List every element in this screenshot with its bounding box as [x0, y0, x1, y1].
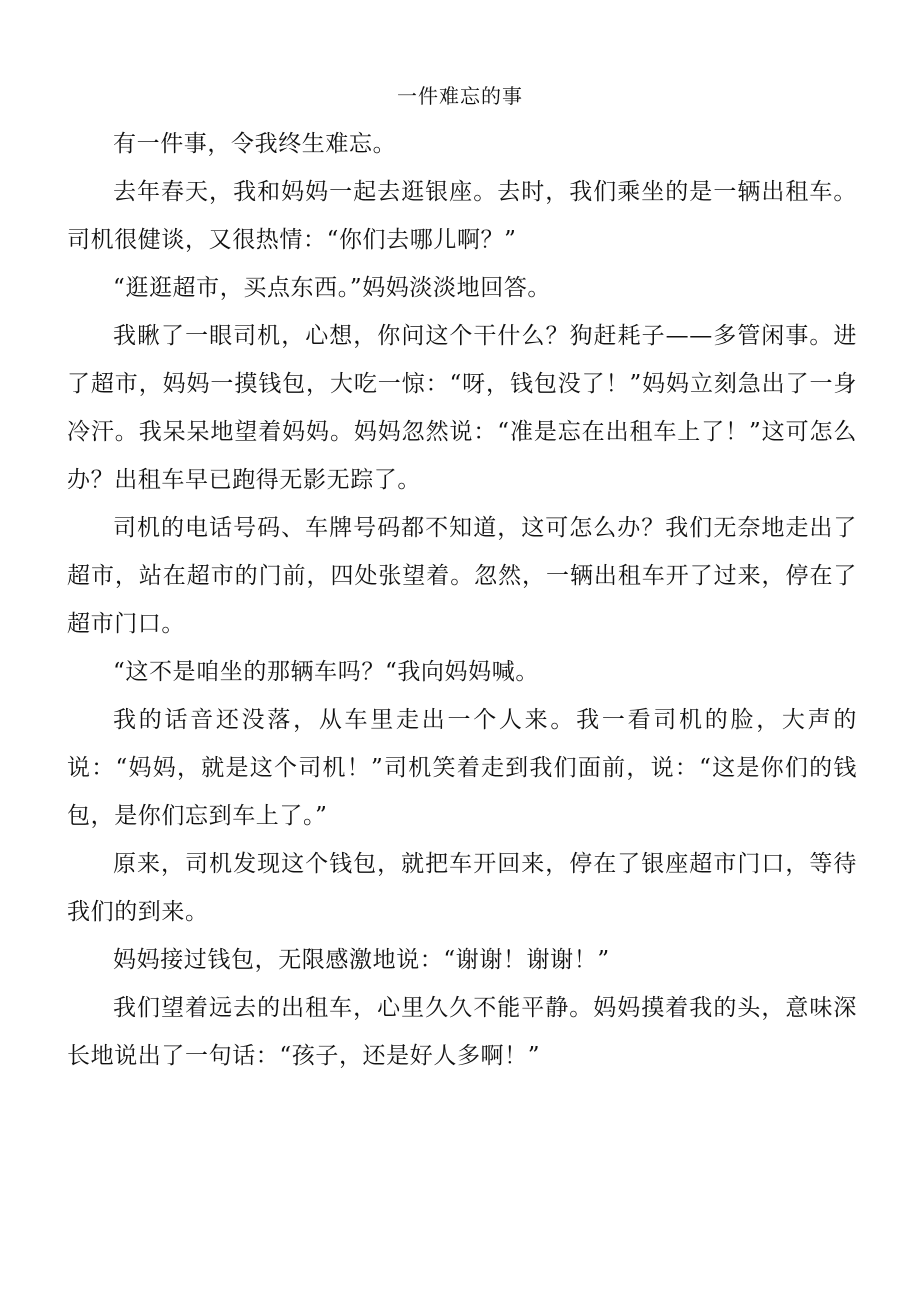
paragraph-5: 司机的电话号码、车牌号码都不知道，这可怎么办？我们无奈地走出了超市，站在超市的门前，四处张望着。忽然，一辆出租车开了过来，停在了超市门口。 [67, 515, 857, 637]
document-title: 一件难忘的事 [397, 84, 523, 108]
paragraph-2: 去年春天，我和妈妈一起去逛银座。去时，我们乘坐的是一辆出租车。司机很健谈，又很热情：“你们去哪儿啊？” [67, 179, 857, 253]
paragraph-1: 有一件事，令我终生难忘。 [113, 131, 397, 157]
paragraph-6: “这不是咱坐的那辆车吗？“我向妈妈喊。 [113, 659, 539, 685]
paragraph-8: 原来，司机发现这个钱包，就把车开回来，停在了银座超市门口，等待我们的到来。 [67, 851, 857, 925]
document-body [67, 120, 857, 1080]
paragraph-4: 我瞅了一眼司机，心想，你问这个干什么？狗赶耗子——多管闲事。进了超市，妈妈一摸钱包，大吃一惊：“呀，钱包没了！”妈妈立刻急出了一身冷汗。我呆呆地望着妈妈。妈妈忽然说：“准是忘在出租车上了！”这可怎么办？出租车早已跑得无影无踪了。 [67, 323, 857, 493]
paragraph-3: “逛逛超市，买点东西。”妈妈淡淡地回答。 [113, 275, 552, 301]
paragraph-7: 我的话音还没落，从车里走出一个人来。我一看司机的脸，大声的说：“妈妈，就是这个司机！”司机笑着走到我们面前，说：“这是你们的钱包，是你们忘到车上了。” [67, 707, 857, 829]
paragraph-9: 妈妈接过钱包，无限感激地说：“谢谢！谢谢！” [113, 947, 610, 973]
paragraph-10: 我们望着远去的出租车，心里久久不能平静。妈妈摸着我的头，意味深长地说出了一句话：“孩子，还是好人多啊！” [67, 995, 857, 1069]
